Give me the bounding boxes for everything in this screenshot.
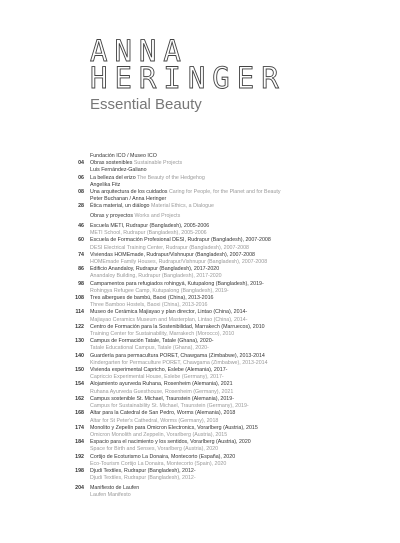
toc-entry[interactable] — [0, 167, 400, 174]
toc-entry[interactable] — [0, 266, 400, 280]
toc-title-en: Tatale Educational Campus, Tatale (Ghana), 2020- — [90, 345, 209, 352]
toc-title-en: Anandaloy Building, Rudrapur (Bangladesh), 2017-2020 — [90, 273, 222, 280]
toc-entry-title — [90, 175, 400, 182]
toc-title-es: Viviendas HOMEmade, Rudrapur/Vishnupur (Bangladesh), 2007-2008 — [90, 251, 255, 258]
book-title — [90, 34, 380, 113]
toc-title-en: DESI Electrical Training Center, Rudrapur (Bangladesh), 2007-2008 — [90, 244, 249, 251]
toc-entry[interactable] — [0, 410, 400, 424]
toc-entry-title — [90, 309, 400, 316]
toc-page-number: 198 — [75, 467, 84, 474]
toc-entry-title — [90, 266, 400, 273]
toc-entry-title — [90, 182, 400, 189]
toc-title-es: Cortijo de Ecoturismo La Donaira, Montecorto (España), 2020 — [90, 453, 236, 460]
toc-title-es: Escuela METI, Rudrapur (Bangladesh), 2005-2006 — [90, 223, 210, 230]
toc-title-en: Space for Birth and Senses, Vorarlberg (Austria), 2020 — [90, 446, 219, 453]
toc-title-es: Ética material, un diálogo — [90, 203, 150, 210]
toc-title-en: Capriccio Experimental House, Eslebe (Germany), 2017- — [90, 374, 224, 381]
toc-entry[interactable] — [0, 309, 400, 323]
toc-entry-title — [90, 485, 400, 492]
toc-entry[interactable] — [0, 425, 400, 439]
toc-entry[interactable] — [0, 223, 400, 237]
toc-entry-title — [90, 189, 400, 196]
toc-title-es: Alojamiento ayurveda Ruhana, Rosenheim (Alemania), 2021 — [90, 381, 233, 388]
toc-entry[interactable] — [0, 324, 400, 338]
title-line-2: HERINGER — [90, 61, 286, 95]
toc-page-number: 74 — [78, 251, 84, 258]
toc-entry[interactable] — [0, 237, 400, 251]
toc-page-number: 154 — [75, 381, 84, 388]
toc-page-number: 130 — [75, 338, 84, 345]
toc-entry[interactable] — [0, 468, 400, 482]
toc-title-en: Sustainable Projects — [133, 160, 183, 167]
subtitle: Essential Beauty — [90, 96, 202, 113]
toc-title-es: Manifiesto de Laufen — [90, 484, 140, 491]
toc-title-en: Caring for People, for the Planet and for Beauty — [168, 189, 281, 196]
toc-title-en: Three Bamboo Hostels, Baoxi (China), 2013-2016 — [90, 302, 208, 309]
toc-title-es: Escuela de Formación Profesional DESI, Rudrapur (Bangladesh), 2007-2008 — [90, 237, 271, 244]
toc-title-es: Edificio Anandaloy, Rudrapur (Bangladesh), 2017-2020 — [90, 266, 220, 273]
toc-entry[interactable] — [0, 396, 400, 410]
toc-entry[interactable] — [0, 439, 400, 453]
toc-page-number: 162 — [75, 395, 84, 402]
toc-title-es: Tres albergues de bambú, Baoxi (China), 2013-2016 — [90, 295, 214, 302]
toc-title-en: Majiayao Ceramics Museum and Masterplan, Lintao (China), 2014- — [90, 316, 248, 323]
toc-entry-title — [90, 454, 400, 461]
toc-entry[interactable] — [0, 153, 400, 160]
toc-entry-title — [90, 367, 400, 374]
toc-title-en: Material Ethics, a Dialogue — [150, 203, 214, 210]
toc-title-en: Works and Projects — [134, 213, 181, 220]
toc-entry[interactable] — [0, 252, 400, 266]
toc-entry[interactable] — [0, 295, 400, 309]
toc-title-en: HOMEmade Family Houses, Rudrapur/Vishnupur (Bangladesh), 2007-2008 — [90, 259, 268, 266]
toc-page-number: 60 — [78, 237, 84, 244]
toc-title-es: Obras y proyectos — [90, 213, 133, 220]
toc-entry[interactable] — [0, 182, 400, 189]
toc-page-number: 140 — [75, 352, 84, 359]
toc-title-en: Rohingya Refugee Camp, Kutupalong (Bangladesh), 2019- — [90, 287, 229, 294]
toc-entry[interactable] — [0, 175, 400, 182]
toc-title-es: Guardería para permacultura PORET, Chawgama (Zimbabwe), 2013-2014 — [90, 352, 265, 359]
toc-entry[interactable] — [0, 281, 400, 295]
toc-entry[interactable] — [0, 367, 400, 381]
toc-page-number: 108 — [75, 295, 84, 302]
toc-entry-title — [90, 338, 400, 345]
toc-entry-title — [90, 295, 400, 302]
toc-entry[interactable] — [0, 485, 400, 499]
toc-title-en: Campus for Sustainability St. Michael, Traunstein (Germany), 2019- — [90, 403, 249, 410]
toc-entry-title — [90, 160, 400, 167]
toc-title-en: Eco-Tourism Cortijo La Donaira, Montecorto (Spain), 2020 — [90, 460, 227, 467]
toc-title-es: Campus sostenible St. Michael, Traunstein (Alemania), 2019- — [90, 395, 234, 402]
toc-page-number: 08 — [78, 189, 84, 196]
toc-title-en: Laufen Manifesto — [90, 492, 131, 499]
toc-entry-title — [90, 281, 400, 288]
toc-page-number: 98 — [78, 280, 84, 287]
toc-page-number: 06 — [78, 174, 84, 181]
toc-title-es: Vivienda experimental Capricho, Eslebe (Alemania), 2017- — [90, 367, 228, 374]
toc-entry-title — [90, 167, 400, 174]
toc-title-es: Fundación ICO / Museo ICO — [90, 153, 157, 159]
toc-entry[interactable] — [0, 353, 400, 367]
toc-entry[interactable] — [0, 189, 400, 196]
toc-entry[interactable] — [0, 160, 400, 167]
toc-title-es: Espacio para el nacimiento y los sentidos, Vorarlberg (Austria), 2020 — [90, 439, 251, 446]
toc-title-en: Kindergarten for Permaculture PORET, Chawgama (Zimbabwe), 2013-2014 — [90, 359, 268, 366]
toc-entry-title — [90, 425, 400, 432]
toc-entry[interactable] — [0, 454, 400, 468]
toc-title-en: Omicron Monolith and Zeppelin, Vorarlberg (Austria), 2015 — [90, 431, 228, 438]
toc-page-number: 192 — [75, 453, 84, 460]
toc-page-number: 04 — [78, 160, 84, 167]
toc-title-en: Training Center for Sustainability, Marrakech (Morocco), 2010 — [90, 331, 235, 338]
toc-entry-title — [90, 153, 400, 160]
toc-entry-title — [90, 223, 400, 230]
toc-title-es: Campamentos para refugiados rohingyá, Kutupalong (Bangladesh), 2019- — [90, 280, 264, 287]
toc-title-es: Djudi Textiles, Rudrapur (Bangladesh), 2012- — [90, 467, 196, 474]
toc-title-es: Luis Fernández-Galiano — [90, 167, 147, 174]
toc-entry[interactable] — [0, 213, 400, 220]
toc-page-number: 184 — [75, 439, 84, 446]
toc-entry-title — [90, 439, 400, 446]
toc-title-en: METI School, Rudrapur (Bangladesh), 2005-2006 — [90, 230, 207, 237]
toc-entry-title — [90, 213, 400, 220]
toc-entry-title — [90, 410, 400, 417]
toc-title-es: Campus de Formación Tatale, Tatale (Ghana), 2020- — [90, 338, 214, 345]
toc-title-en: Ruhana Ayurveda Guesthouse, Rosenheim (Germany), 2021 — [90, 388, 234, 395]
toc-page-number: 122 — [75, 323, 84, 330]
toc-entry-title — [90, 203, 400, 210]
toc-entry-title — [90, 396, 400, 403]
toc-entry-title — [90, 353, 400, 360]
toc-title-es: Monolito y Zepelín para Omicron Electronics, Vorarlberg (Austria), 2015 — [90, 424, 258, 431]
toc-entry[interactable] — [0, 338, 400, 352]
toc-title-es: Centro de Formación para la Sostenibilidad, Marrakech (Marruecos), 2010 — [90, 323, 265, 330]
toc-page-number: 204 — [75, 484, 84, 491]
toc-entry[interactable] — [0, 381, 400, 395]
toc-page-number: 174 — [75, 424, 84, 431]
toc-entry-title — [90, 324, 400, 331]
toc-page-number: 46 — [78, 223, 84, 230]
toc-title-es: Museo de Cerámica Majiayao y plan director, Lintao (China), 2014- — [90, 309, 248, 316]
toc-entry-title — [90, 252, 400, 259]
table-of-contents — [0, 153, 400, 499]
toc-page-number: 168 — [75, 410, 84, 417]
toc-page-number: 114 — [75, 309, 84, 316]
toc-page-number: 28 — [78, 203, 84, 210]
toc-title-es: Obras sostenibles — [90, 160, 133, 167]
toc-title-en: The Beauty of the Hedgehog — [137, 174, 205, 181]
title-line-1: ANNA — [90, 34, 188, 68]
toc-entry-title — [90, 468, 400, 475]
toc-title-es: La belleza del erizo — [90, 174, 136, 181]
toc-page-number: 86 — [78, 266, 84, 273]
toc-entry-title — [90, 381, 400, 388]
toc-title-es: Una arquitectura de los cuidados — [90, 189, 168, 196]
toc-page-number: 150 — [75, 367, 84, 374]
toc-entry-title — [90, 237, 400, 244]
toc-title-en: Altar for St Peter's Cathedral, Worms (Germany), 2018 — [90, 417, 219, 424]
toc-title-es: Peter Buchanan / Anna Heringer — [90, 196, 167, 203]
toc-title-es: Angelika Fitz — [90, 181, 121, 188]
toc-title-es: Altar para la Catedral de San Pedro, Worms (Alemania), 2018 — [90, 410, 236, 417]
toc-entry[interactable] — [0, 203, 400, 210]
toc-title-en: Djudi Textiles, Rudrapur (Bangladesh), 2012- — [90, 475, 196, 482]
